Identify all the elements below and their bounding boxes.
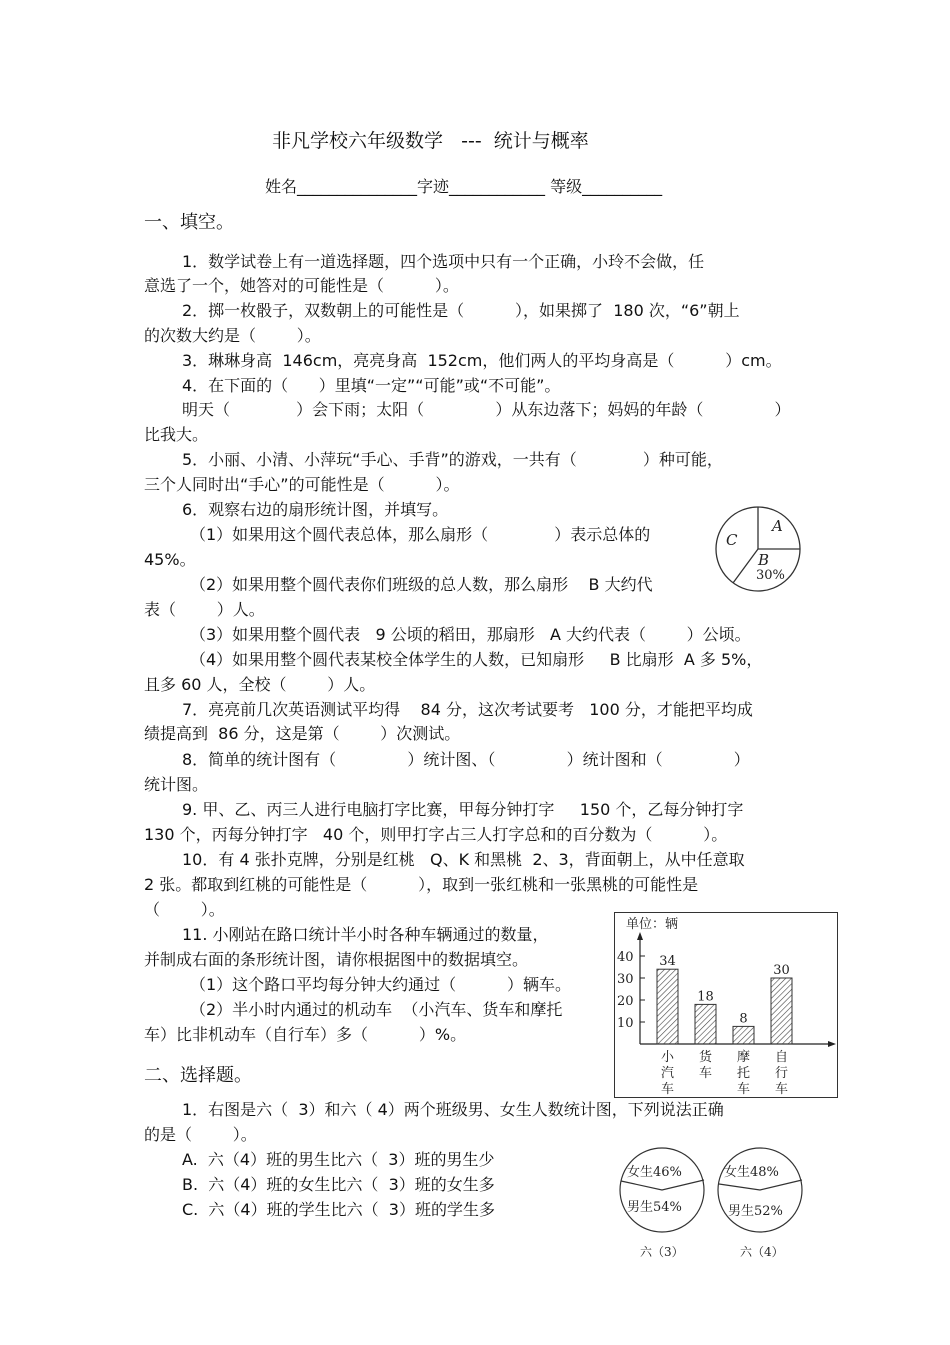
q5-line-2: 三个人同时出“手心”的可能性是（ ）。 bbox=[144, 475, 460, 494]
option-b: B. 六（4）班的女生比六（ 3）班的女生多 bbox=[182, 1175, 495, 1194]
q8-line-2: 统计图。 bbox=[144, 775, 209, 794]
section-heading-multiple-choice: 二、选择题。 bbox=[144, 1065, 252, 1086]
x-axis-arrow bbox=[828, 1041, 836, 1047]
q7-line-2: 绩提高到 86 分，这是第（ ）次测试。 bbox=[144, 724, 461, 743]
bar-value-label: 8 bbox=[739, 1011, 748, 1027]
q6-3-line: （3）如果用整个圆代表 9 公顷的稻田，那扇形 A 大约代表（ ）公顷。 bbox=[190, 625, 751, 644]
q6-4-line-1: （4）如果用整个圆代表某校全体学生的人数，已知扇形 B 比扇形 A 多 5%， bbox=[190, 650, 763, 669]
bar-1 bbox=[695, 1004, 716, 1044]
class3-girls-label: 女生46% bbox=[627, 1165, 682, 1180]
q11-2-line-1: （2）半小时内通过的机动车 （小汽车、货车和摩托 bbox=[190, 1000, 563, 1019]
q6-2-line-1: （2）如果用整个圆代表你们班级的总人数，那么扇形 B 大约代 bbox=[190, 575, 653, 594]
y-tick-label: 40 bbox=[617, 950, 634, 965]
class3-label: 六（3） bbox=[640, 1245, 684, 1259]
q9-line-2: 130 个，丙每分钟打字 40 个，则甲打字占三人打字总和的百分数为（ ）。 bbox=[144, 825, 728, 844]
class4-label: 六（4） bbox=[740, 1245, 784, 1259]
pie-divider-bottom-left bbox=[733, 549, 758, 583]
q2-line-2: 的次数大约是（ ）。 bbox=[144, 326, 321, 345]
q10-line-2: 2 张。都取到红桃的可能性是（ ），取到一张红桃和一张黑桃的可能性是 bbox=[144, 875, 699, 894]
bar-value-label: 18 bbox=[697, 989, 714, 1005]
q5-line-1: 5．小丽、小清、小萍玩“手心、手背”的游戏，一共有（ ）种可能， bbox=[182, 450, 723, 469]
q2-line-1: 2．掷一枚骰子，双数朝上的可能性是（ ），如果掷了 180 次，“6”朝上 bbox=[182, 301, 740, 320]
q6-line: 6．观察右边的扇形统计图，并填写。 bbox=[182, 500, 449, 519]
chart-unit-label: 单位：辆 bbox=[626, 917, 679, 932]
x-category-label: 摩托车 bbox=[736, 1050, 751, 1097]
q6-1-line-2: 45%。 bbox=[144, 550, 196, 569]
class3-boys-label: 男生54% bbox=[627, 1200, 682, 1215]
q7-line-1: 7．亮亮前几次英语测试平均得 84 分，这次考试要考 100 分，才能把平均成 bbox=[182, 700, 753, 719]
y-tick-label: 20 bbox=[617, 994, 634, 1009]
option-a: A. 六（4）班的男生比六（ 3）班的男生少 bbox=[182, 1150, 495, 1169]
student-info-line: 姓名_______________字迹____________ 等级__________ bbox=[265, 177, 663, 196]
q6-1-line-1: （1）如果用这个圆代表总体，那么扇形（ ）表示总体的 bbox=[190, 525, 651, 544]
page-title: 非凡学校六年级数学 --- 统计与概率 bbox=[272, 130, 589, 152]
x-category-label: 自行车 bbox=[774, 1050, 789, 1097]
q10-line-1: 10．有 4 张扑克牌，分别是红桃 Q、K 和黑桃 2、3，背面朝上，从中任意取 bbox=[182, 850, 745, 869]
x-category-label: 货车 bbox=[698, 1050, 713, 1081]
pie-label-c: C bbox=[726, 531, 738, 549]
bar-0 bbox=[657, 969, 678, 1044]
pie-label-b-percent: 30% bbox=[756, 568, 785, 583]
section-heading-fill-blank: 一、填空。 bbox=[144, 212, 234, 233]
sector-pie-figure bbox=[712, 505, 804, 593]
q9-line-1: 9. 甲、乙、丙三人进行电脑打字比赛，甲每分钟打字 150 个，乙每分钟打字 bbox=[182, 800, 744, 819]
q6-2-line-2: 表（ ）人。 bbox=[144, 600, 265, 619]
option-c: C. 六（4）班的学生比六（ 3）班的学生多 bbox=[182, 1200, 495, 1219]
y-axis-arrow bbox=[637, 932, 643, 940]
class3-pie bbox=[620, 1148, 704, 1259]
q11-line-2: 并制成右面的条形统计图，请你根据图中的数据填空。 bbox=[144, 950, 529, 969]
q4-line-3: 比我大。 bbox=[144, 425, 209, 444]
q6-4-line-2: 且多 60 人，全校（ ）人。 bbox=[144, 675, 376, 694]
q8-line-1: 8．简单的统计图有（ ）统计图、（ ）统计图和（ ） bbox=[182, 750, 750, 769]
y-tick-label: 10 bbox=[617, 1016, 634, 1031]
s2-q1-line-1: 1．右图是六（ 3）和六（ 4）两个班级男、女生人数统计图，下列说法正确 bbox=[182, 1100, 724, 1119]
s2-q1-line-2: 的是（ ）。 bbox=[144, 1125, 257, 1144]
vehicle-bar-chart bbox=[614, 912, 838, 1098]
q11-line-1: 11. 小刚站在路口统计半小时各种车辆通过的数量， bbox=[182, 925, 549, 944]
x-category-label: 小汽车 bbox=[660, 1050, 675, 1097]
class-pies-figure bbox=[618, 1146, 808, 1260]
q1-line-2: 意选了一个，她答对的可能性是（ ）。 bbox=[144, 276, 459, 295]
class4-pie bbox=[718, 1148, 802, 1259]
q4-line-2: 明天（ ）会下雨；太阳（ ）从东边落下；妈妈的年龄（ ） bbox=[182, 400, 791, 419]
pie-label-a: A bbox=[772, 517, 783, 535]
q11-1-line: （1）这个路口平均每分钟大约通过（ ）辆车。 bbox=[190, 975, 572, 994]
q4-line-1: 4．在下面的（ ）里填“一定”“可能”或“不可能”。 bbox=[182, 376, 561, 395]
bar-value-label: 34 bbox=[659, 954, 676, 970]
q11-2-line-2: 车）比非机动车（自行车）多（ ）%。 bbox=[144, 1025, 467, 1044]
q10-line-3: （ ）。 bbox=[144, 900, 225, 919]
bar-3 bbox=[771, 978, 792, 1044]
bar-value-label: 30 bbox=[773, 963, 790, 978]
class4-girls-label: 女生48% bbox=[724, 1165, 779, 1180]
q1-line-1: 1．数学试卷上有一道选择题，四个选项中只有一个正确，小玲不会做，任 bbox=[182, 252, 705, 271]
bar-2 bbox=[733, 1026, 754, 1044]
chart-frame bbox=[615, 913, 838, 1098]
class4-boys-label: 男生52% bbox=[728, 1204, 783, 1219]
y-tick-label: 30 bbox=[617, 972, 634, 987]
pie-label-b: B bbox=[758, 551, 770, 569]
q3-line: 3．琳琳身高 146cm，亮亮身高 152cm，他们两人的平均身高是（ ）cm。 bbox=[182, 351, 782, 370]
